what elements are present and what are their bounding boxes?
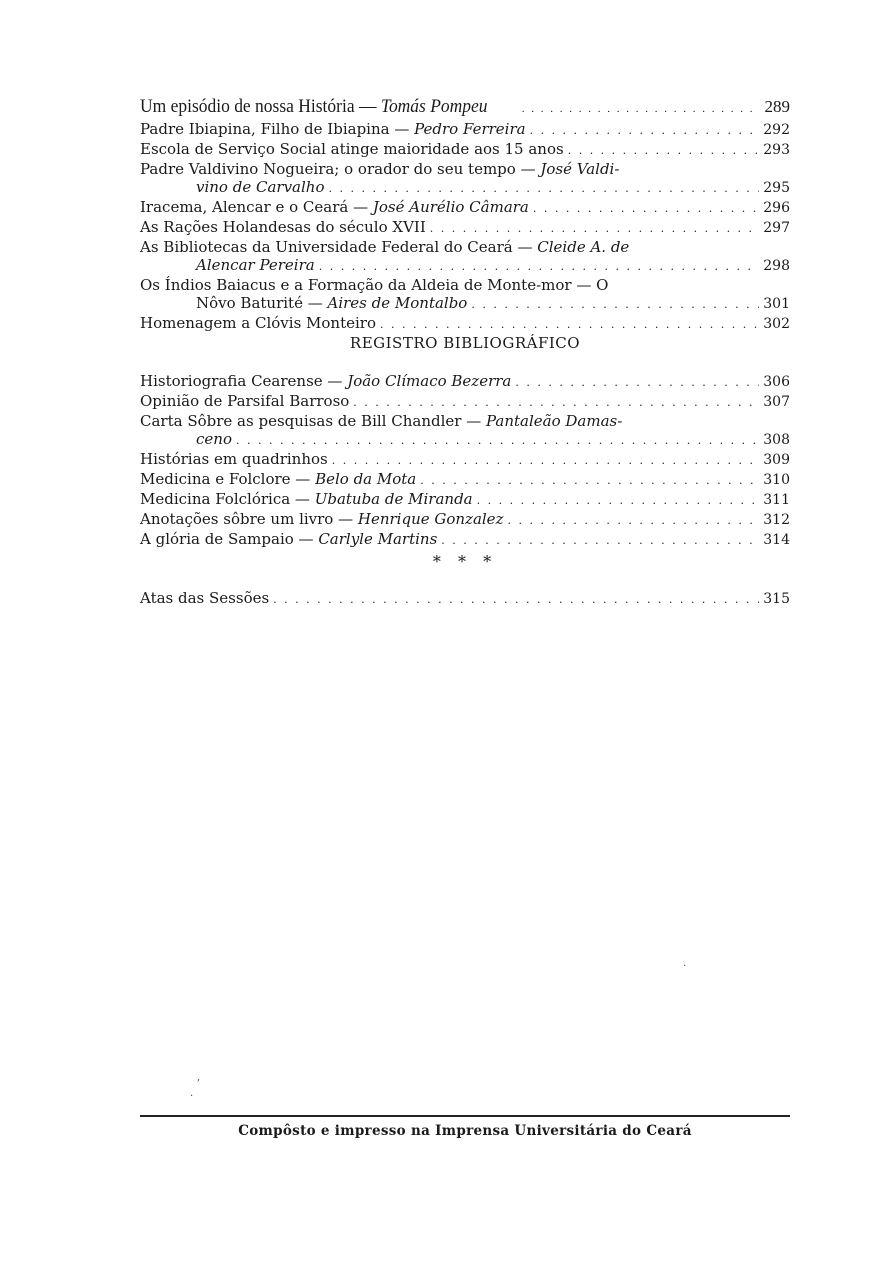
entry-author: ceno [196, 430, 232, 448]
toc-entry [140, 412, 790, 450]
toc-line [140, 178, 790, 198]
page-number: 306 [763, 374, 790, 390]
toc-line [140, 256, 790, 276]
entry-title: As Rações Holandesas do século XVII [140, 218, 426, 236]
entry-title: Homenagem a Clóvis Monteiro [140, 314, 376, 332]
toc-line [140, 490, 790, 510]
toc-entry [140, 589, 790, 609]
toc-entry [140, 450, 790, 470]
toc-entry [140, 140, 790, 160]
toc-line [140, 392, 790, 412]
entry-title: As Bibliotecas da Universidade Federal do Ceará — [140, 238, 538, 256]
toc-line [140, 314, 790, 334]
entry-author: José Valdi- [540, 160, 620, 178]
entry-title: Escola de Serviço Social atinge maioridade aos 15 anos [140, 140, 564, 158]
entry-author: Alencar Pereira [196, 256, 315, 274]
section-heading: REGISTRO BIBLIOGRÁFICO [349, 334, 581, 352]
page-number: 297 [763, 220, 790, 236]
toc-line [140, 120, 790, 140]
page-number: 314 [763, 532, 790, 548]
entry-title: Os Índios Baiacus e a Formação da Aldeia de Monte-mor — O [140, 276, 609, 294]
leader-dots [430, 220, 760, 238]
toc-line [140, 276, 790, 294]
toc-entry [140, 510, 790, 530]
toc-entry [140, 160, 790, 198]
leader-dots [353, 394, 759, 412]
leader-dots [380, 316, 759, 334]
leader-dots [273, 591, 759, 609]
page-number: 301 [763, 296, 790, 312]
leader-dots [530, 122, 760, 140]
entry-author: Ubatuba de Miranda [314, 490, 473, 508]
speck-mark: , [197, 1072, 201, 1083]
entry-title: Opinião de Parsifal Barroso [140, 392, 350, 410]
entry-title: Medicina Folclórica — [140, 490, 315, 508]
leader-dots [471, 296, 759, 314]
entry-title: Histórias em quadrinhos [140, 450, 328, 468]
toc-entry [140, 120, 790, 140]
entry-author: Cleide A. de [537, 238, 630, 256]
toc-entry [140, 530, 790, 550]
toc-line [140, 430, 790, 450]
printer-imprint: Compôsto e impresso na Imprensa Universitária do Ceará [238, 1123, 692, 1139]
entry-title: Carta Sôbre as pesquisas de Bill Chandler — [140, 412, 486, 430]
page-number: 292 [763, 122, 790, 138]
toc-line [140, 510, 790, 530]
entry-author: Tomás Pompeu [380, 96, 488, 117]
entry-title: Anotações sôbre um livro — [140, 510, 358, 528]
toc-entry [140, 96, 790, 120]
leader-dots [328, 180, 759, 198]
toc-entry [140, 314, 790, 334]
entry-author: Carlyle Martins [318, 530, 438, 548]
toc-entry [140, 490, 790, 510]
leader-dots [515, 374, 759, 392]
leader-dots [332, 452, 760, 470]
toc-section-2 [140, 372, 790, 550]
leader-dots [533, 200, 759, 218]
entry-author: Pantaleão Damas- [485, 412, 623, 430]
toc-line [140, 470, 790, 490]
leader-dots [507, 512, 759, 530]
entry-author: Henrique Gonzalez [357, 510, 504, 528]
leader-dots [522, 98, 760, 120]
toc-line [140, 238, 790, 256]
toc-line [140, 140, 790, 160]
toc-entry [140, 276, 790, 314]
leader-dots [441, 532, 759, 550]
footer-rule [140, 1115, 790, 1117]
toc-entry [140, 470, 790, 490]
page-number: 308 [763, 432, 790, 448]
page-number: 302 [763, 316, 790, 332]
entry-title: Nôvo Baturité — [196, 294, 328, 312]
page-number: 295 [763, 180, 790, 196]
entry-title: Iracema, Alencar e o Ceará — [140, 198, 373, 216]
page-number: 310 [763, 472, 790, 488]
leader-dots [477, 492, 760, 510]
entry-title: Padre Valdivino Nogueira; o orador do seu tempo — [140, 160, 541, 178]
page-number: 289 [764, 97, 790, 116]
entry-title: Um episódio de nossa História — [140, 96, 381, 117]
page-number: 296 [763, 200, 790, 216]
page-number: 293 [763, 142, 790, 158]
page-number: 315 [763, 591, 790, 607]
toc-line [140, 160, 790, 178]
page-number: 307 [763, 394, 790, 410]
toc-line [140, 218, 790, 238]
toc-final [140, 589, 790, 609]
toc-line [140, 530, 790, 550]
toc-line [140, 372, 790, 392]
entry-title: Padre Ibiapina, Filho de Ibiapina — [140, 120, 415, 138]
entry-author: Belo da Mota [315, 470, 417, 488]
leader-dots [236, 432, 759, 450]
entry-title: Atas das Sessões [140, 589, 270, 607]
toc-line [140, 412, 790, 430]
page-number: 298 [763, 258, 790, 274]
entry-author: João Clímaco Bezerra [347, 372, 512, 390]
toc-line [140, 198, 790, 218]
page-number: 312 [763, 512, 790, 528]
entry-title: A glória de Sampaio — [140, 530, 319, 548]
page-number: 309 [763, 452, 790, 468]
toc-line [140, 294, 790, 314]
speck-mark: . [683, 958, 687, 969]
entry-author: vino de Carvalho [196, 178, 325, 196]
toc-line [140, 450, 790, 470]
entry-title: Historiografia Cearense — [140, 372, 348, 390]
entry-author: Pedro Ferreira [414, 120, 526, 138]
toc-entry [140, 218, 790, 238]
entry-author: Aires de Montalbo [327, 294, 468, 312]
page-number: 311 [763, 492, 790, 508]
toc-section-1 [140, 96, 790, 334]
leader-dots [420, 472, 759, 490]
entry-author: José Aurélio Câmara [372, 198, 529, 216]
toc-entry [140, 238, 790, 276]
leader-dots [319, 258, 760, 276]
toc-entry [140, 198, 790, 218]
entry-title: Medicina e Folclore — [140, 470, 316, 488]
leader-dots [568, 142, 760, 160]
speck-mark: . [190, 1088, 194, 1099]
toc-entry [140, 392, 790, 412]
toc-line [140, 96, 790, 120]
separator-stars: * * * [432, 552, 498, 571]
toc-entry [140, 372, 790, 392]
